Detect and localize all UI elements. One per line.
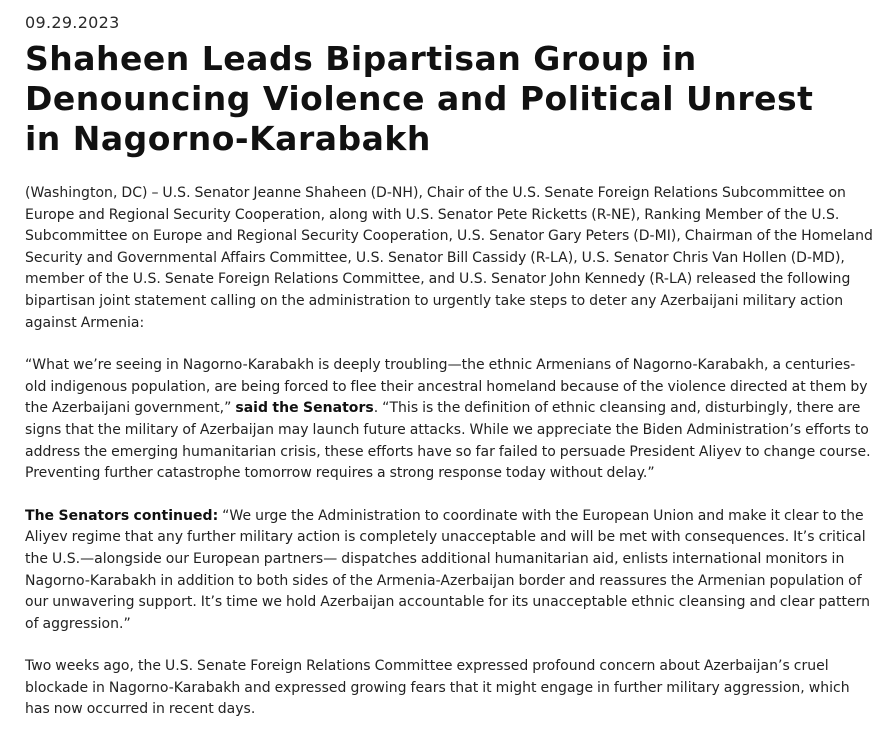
continued-statement-paragraph [25,506,877,636]
publish-date: 09.29.2023 [25,13,120,32]
intro-paragraph: (Washington, DC) – U.S. Senator Jeanne Shaheen (D-NH), Chair of the U.S. Senate Foreign Relations Subcommittee on Europe and Regional Security Cooperation, along with U.S. Senator Pete Ricketts (R-NE), Ranking Member of the U.S. Subcommittee on Europe and Regional Security Cooperation, U.S. Senator Gary Peters (D-MI), Chairman of the Homeland Security and Governmental Affairs Committee, U.S. Senator Bill Cassidy (R-LA), U.S. Senator Chris Van Hollen (D-MD), member of the U.S. Senate Foreign Relations Committee, and U.S. Senator John Kennedy (R-LA) released the following bipartisan joint statement calling on the administration to urgently take steps to deter any Azerbaijani military action against Armenia: [25,185,873,331]
statement-text-continued: . “This is the definition of ethnic cleansing and, disturbingly, there are signs that the military of Azerbaijan may launch future attacks. While we appreciate the Biden Administration’s efforts to address the emerging humanitarian crisis, these efforts have so far failed to persuade President Aliyev to change course. Preventing further catastrophe tomorrow requires a strong response today without delay.” [25,400,871,482]
press-release-article [25,12,877,721]
statement-paragraph [25,355,877,485]
said-the-senators-emphasis: said the Senators [235,400,374,417]
page-title: Shaheen Leads Bipartisan Group in Denouncing Violence and Political Unrest in Nagorno-Karabakh [25,39,814,158]
statement-text-opening: “What we’re seeing in Nagorno-Karabakh is deeply troubling—the ethnic Armenians of Nagorno-Karabakh, a centuries-old indigenous population, are being forced to flee their ancestral homeland because of the violence directed at them by the Azerbaijani government,” [25,357,868,417]
background-paragraph: Two weeks ago, the U.S. Senate Foreign Relations Committee expressed profound concern about Azerbaijan’s cruel blockade in Nagorno-Karabakh and expressed growing fears that it might engage in further military aggression, which has now occurred in recent days. [25,658,850,718]
continued-statement-text: “We urge the Administration to coordinate with the European Union and make it clear to the Aliyev regime that any further military action is completely unacceptable and will be met with consequences. It’s critical the U.S.—alongside our European partners— dispatches additional humanitarian aid, enlists international monitors in Nagorno-Karabakh in addition to both sides of the Armenia-Azerbaijan border and reassures the Armenian population of our unwavering support. It’s time we hold Azerbaijan accountable for its unacceptable ethnic cleansing and clear pattern of aggression.” [25,507,871,632]
senators-continued-label: The Senators continued: [25,507,219,524]
